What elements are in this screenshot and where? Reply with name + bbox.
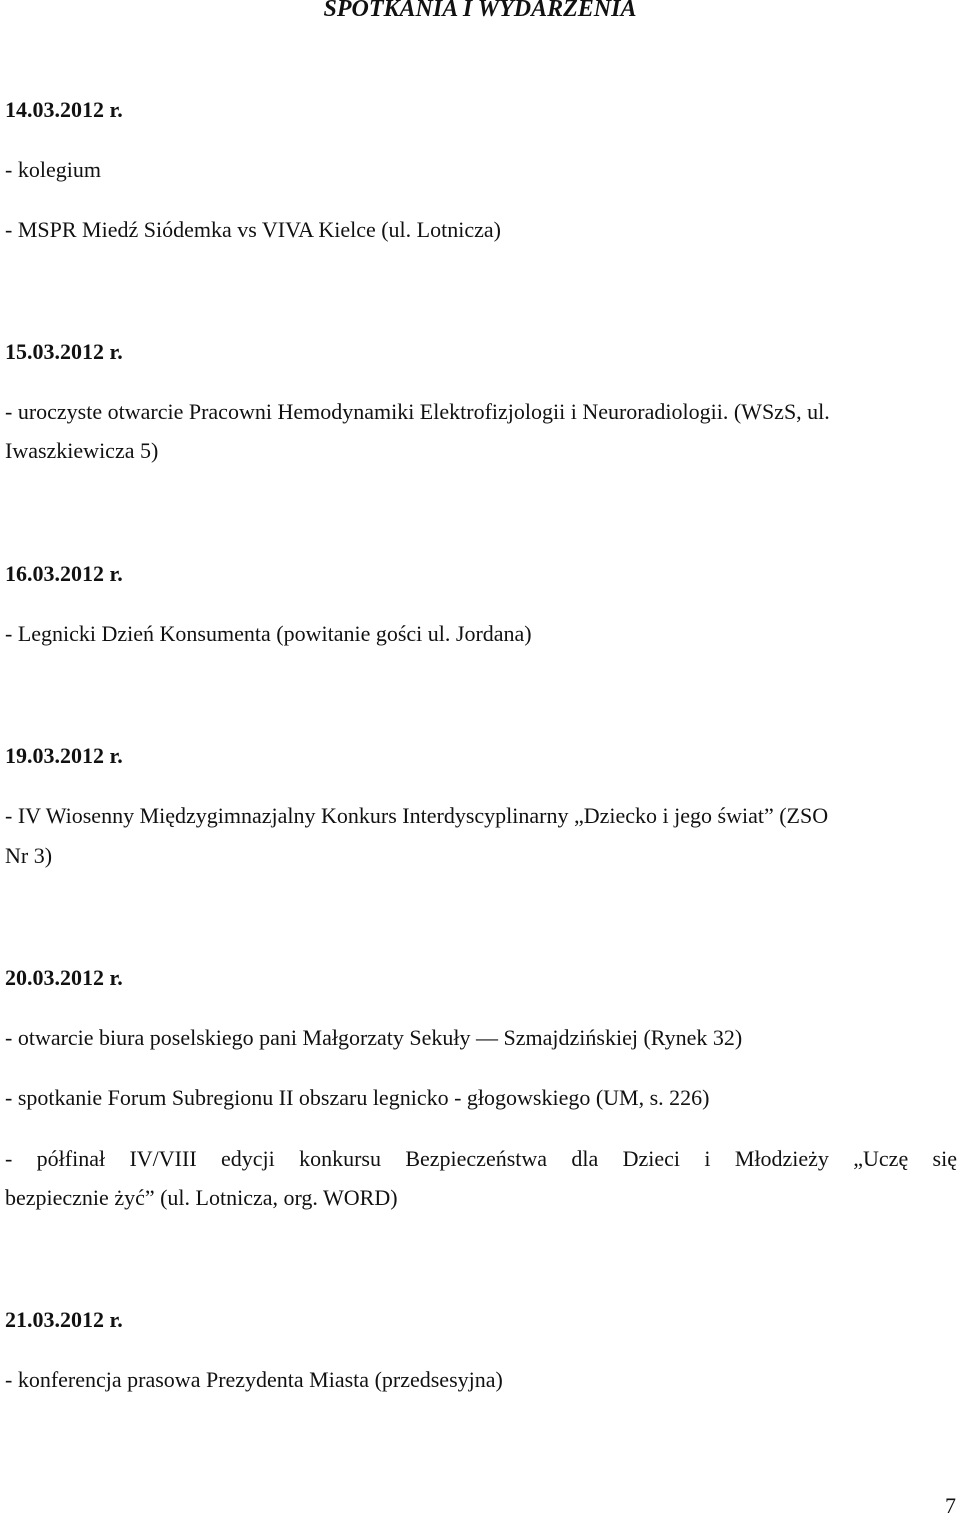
page-title: SPOTKANIA I WYDARZENIA	[323, 0, 637, 22]
event-date: 15.03.2012 r.	[5, 339, 123, 364]
event-item-continuation: Nr 3)	[5, 843, 53, 868]
event-item: - kolegium	[5, 157, 101, 182]
event-item: - otwarcie biura poselskiego pani Małgorzaty Sekuły — Szmajdzińskiej (Rynek 32)	[5, 1025, 743, 1050]
event-item: - półfinał IV/VIII edycji konkursu Bezpieczeństwa dla Dzieci i Młodzieży „Uczę się	[5, 1146, 957, 1171]
event-item: - konferencja prasowa Prezydenta Miasta (przedsesyjna)	[5, 1367, 503, 1392]
event-item: - IV Wiosenny Międzygimnazjalny Konkurs Interdyscyplinarny „Dziecko i jego świat” (ZSO	[5, 803, 829, 828]
page-number: 7	[945, 1493, 956, 1518]
event-item-continuation: bezpiecznie żyć” (ul. Lotnicza, org. WORD)	[5, 1185, 398, 1210]
event-date: 16.03.2012 r.	[5, 561, 123, 586]
event-date: 14.03.2012 r.	[5, 97, 123, 122]
event-date: 21.03.2012 r.	[5, 1307, 123, 1332]
event-item-continuation: Iwaszkiewicza 5)	[5, 438, 159, 463]
event-item: - spotkanie Forum Subregionu II obszaru legnicko - głogowskiego (UM, s. 226)	[5, 1085, 710, 1110]
event-item: - MSPR Miedź Siódemka vs VIVA Kielce (ul. Lotnicza)	[5, 217, 501, 242]
event-date: 19.03.2012 r.	[5, 743, 123, 768]
event-item: - Legnicki Dzień Konsumenta (powitanie gości ul. Jordana)	[5, 621, 532, 646]
event-date: 20.03.2012 r.	[5, 965, 123, 990]
event-item: - uroczyste otwarcie Pracowni Hemodynamiki Elektrofizjologii i Neuroradiologii. (WSzS, ul.	[5, 399, 830, 424]
